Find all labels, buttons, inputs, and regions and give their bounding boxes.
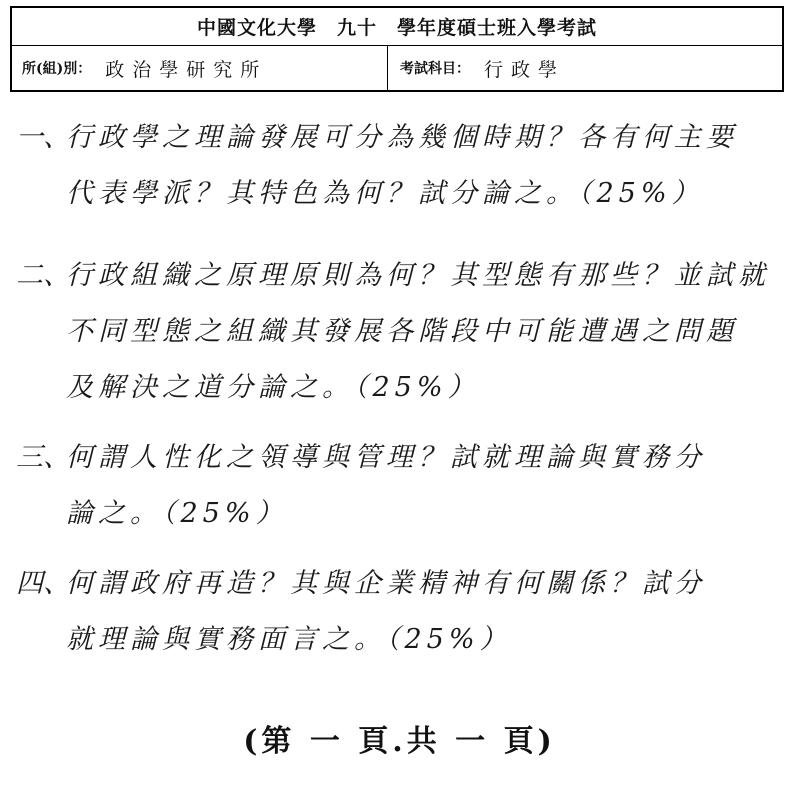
department-cell bbox=[12, 46, 388, 90]
department-label: 所(組)別： bbox=[22, 61, 92, 77]
question-number: 一、 bbox=[16, 122, 70, 153]
academic-year: 九十 bbox=[336, 17, 377, 39]
question-line: 二、行政組織之原理原則為何？其型態有那些？並試就 bbox=[16, 248, 776, 304]
question-line: 論之。（25%） bbox=[66, 498, 288, 529]
question-number: 三、 bbox=[16, 442, 70, 473]
subject-value: 行政學 bbox=[484, 58, 566, 81]
school-name: 中國文化大學 bbox=[196, 17, 317, 39]
subject-cell bbox=[388, 46, 782, 90]
question-line: 四、何謂政府再造？其與企業精神有何關係？試分 bbox=[16, 556, 776, 612]
exam-name: 學年度碩士班入學考試 bbox=[397, 17, 598, 39]
page-number: (第 一 頁.共 一 頁) bbox=[243, 724, 556, 759]
department-value: 政治學研究所 bbox=[105, 58, 268, 81]
exam-info-row bbox=[12, 46, 782, 90]
question-line: 不同型態之組織其發展各階段中可能遭遇之問題 bbox=[66, 316, 738, 347]
question-number: 四、 bbox=[16, 568, 70, 599]
question-line: 就理論與實務面言之。（25%） bbox=[66, 624, 512, 655]
question-line: 一、行政學之理論發展可分為幾個時期？各有何主要 bbox=[16, 110, 776, 166]
subject-label: 考試科目： bbox=[400, 61, 470, 77]
question-1 bbox=[16, 110, 776, 222]
question-line: 三、何謂人性化之領導與管理？試就理論與實務分 bbox=[16, 430, 776, 486]
exam-header bbox=[10, 6, 784, 92]
question-line: 及解決之道分論之。（25%） bbox=[66, 372, 480, 403]
exam-title bbox=[12, 8, 782, 46]
question-2 bbox=[16, 248, 776, 416]
question-number: 二、 bbox=[16, 260, 70, 291]
question-4 bbox=[16, 556, 776, 668]
question-line: 代表學派？其特色為何？試分論之。（25%） bbox=[66, 178, 704, 209]
question-3 bbox=[16, 430, 776, 542]
